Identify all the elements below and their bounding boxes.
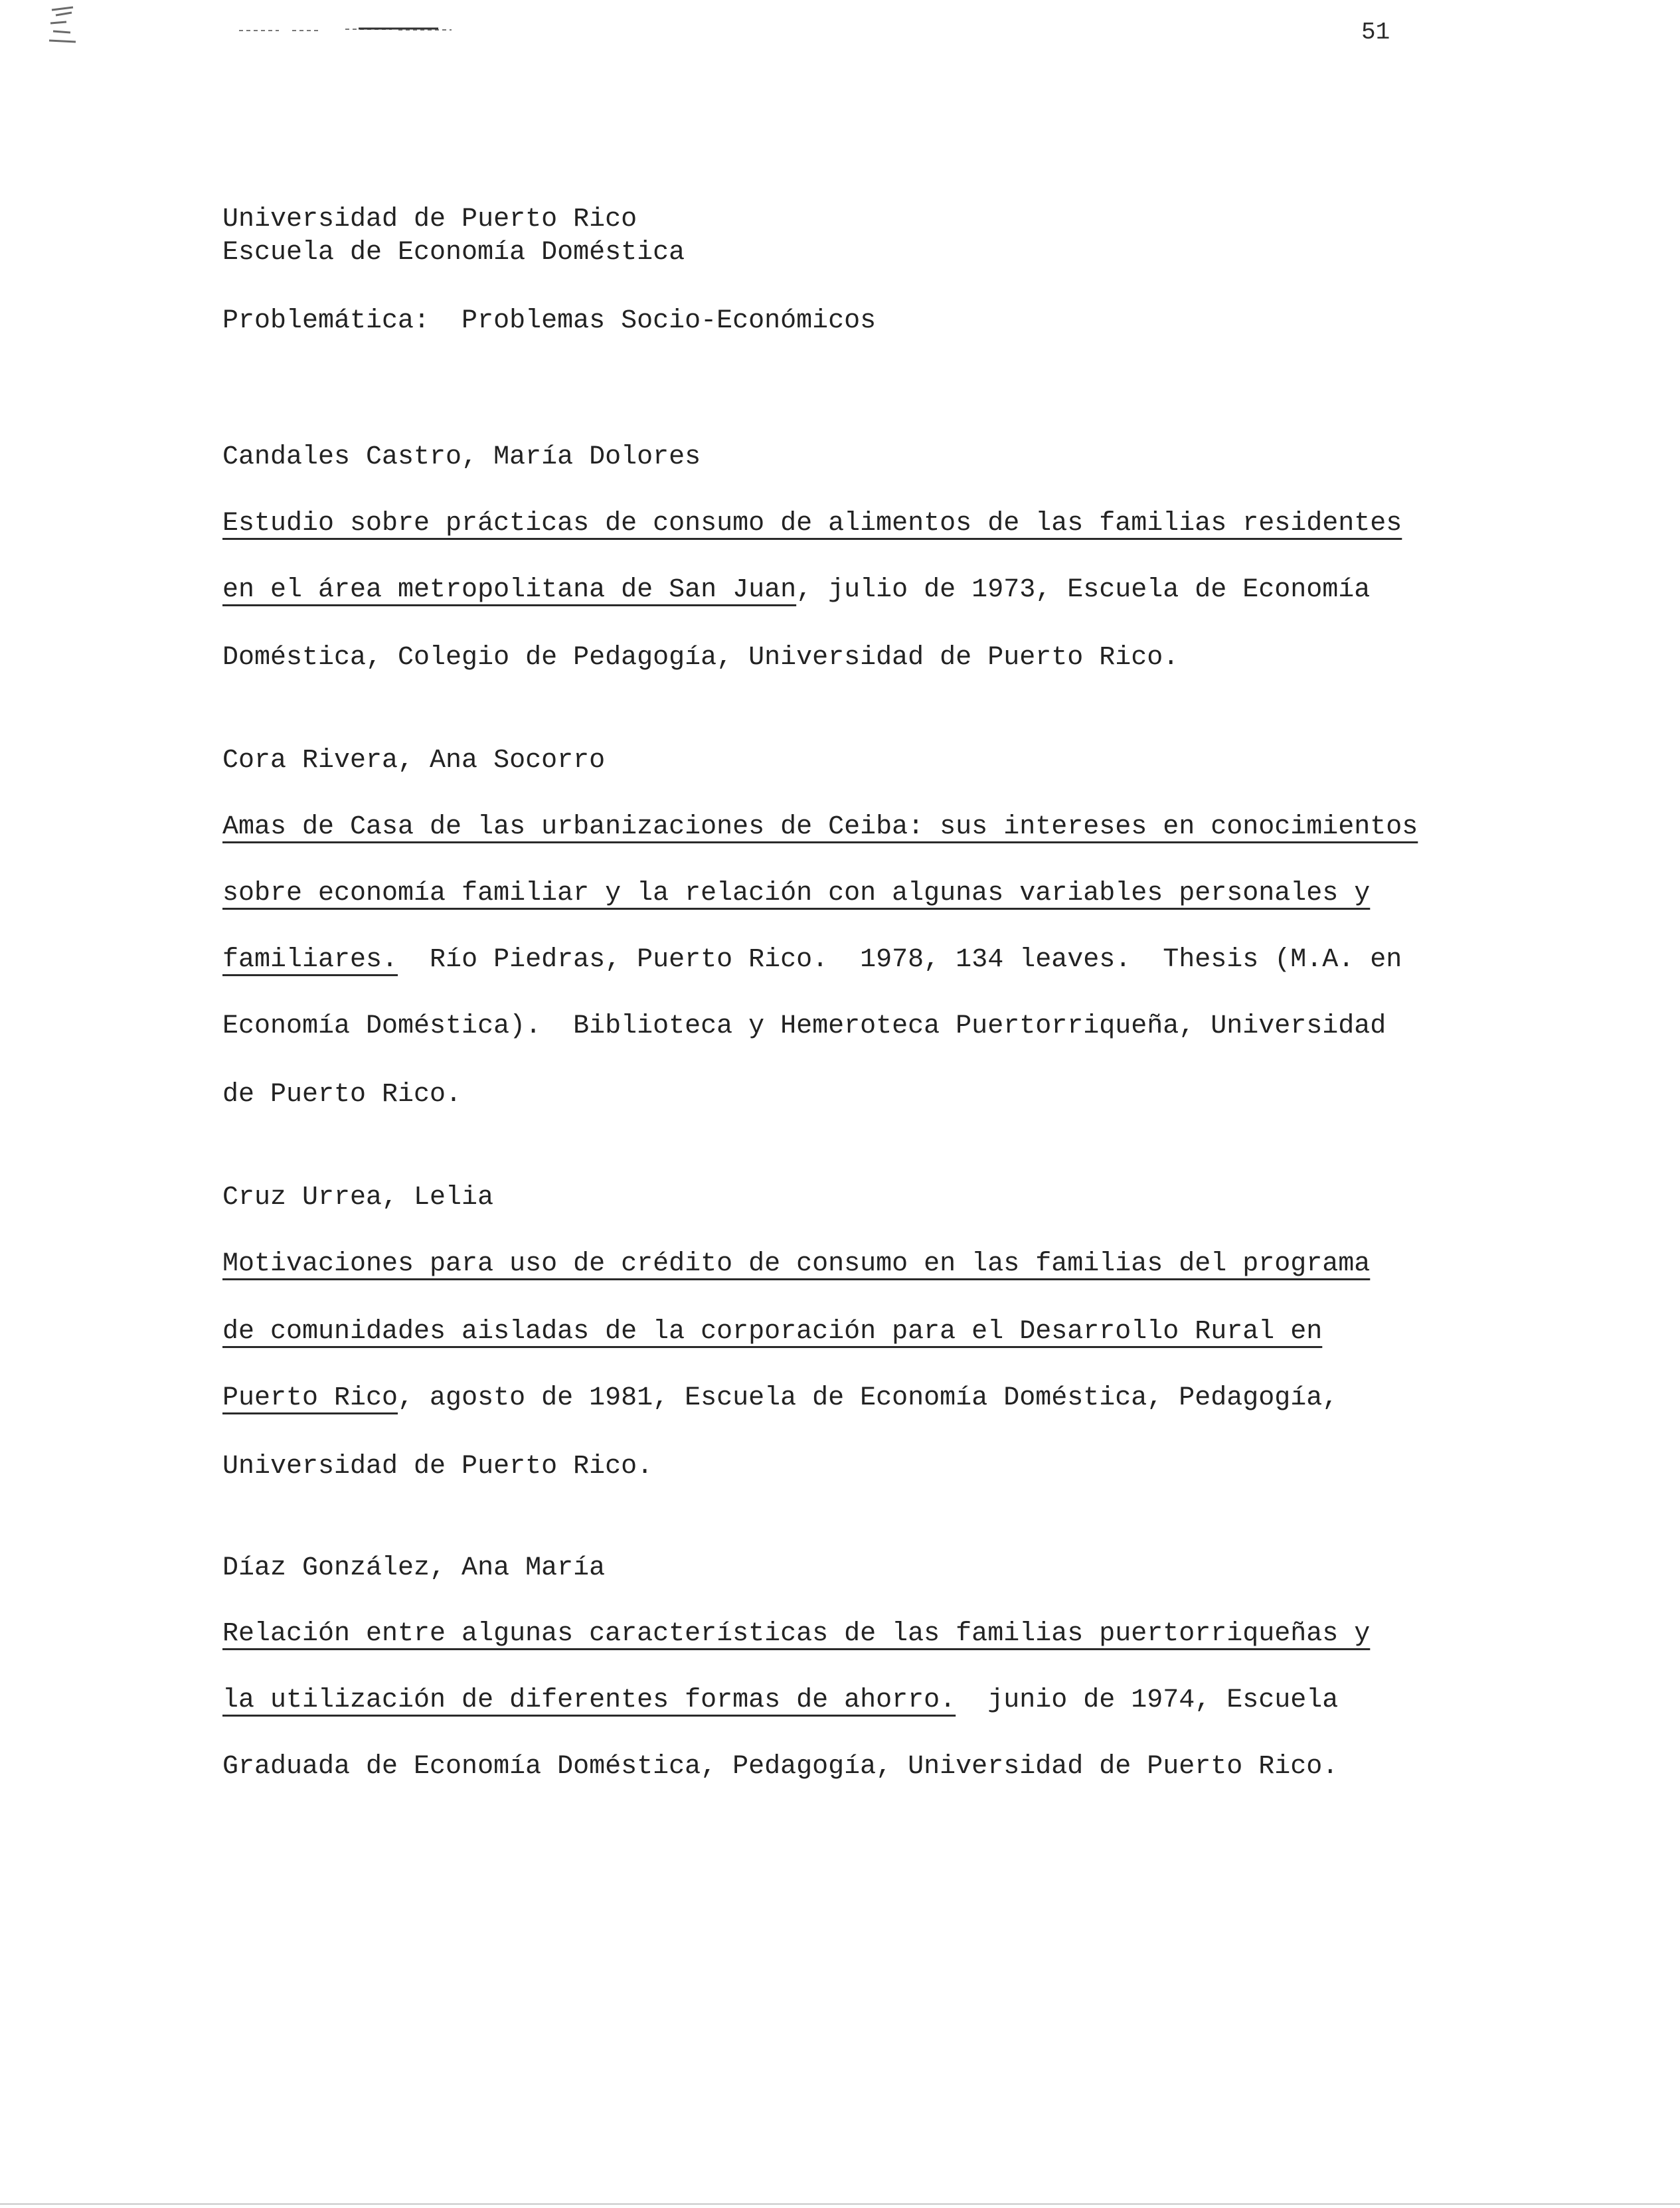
entry-text: Graduada de Economía Doméstica, Pedagogía, Universidad de Puerto Rico. bbox=[222, 1752, 1339, 1782]
page-number: 51 bbox=[1361, 19, 1390, 46]
entry-title-text: Amas de Casa de las urbanizaciones de Ceiba: sus intereses en conocimientos bbox=[222, 812, 1418, 842]
entry-line bbox=[222, 1451, 653, 1483]
entry-text: Doméstica, Colegio de Pedagogía, Universidad de Puerto Rico. bbox=[222, 643, 1179, 673]
entry-line bbox=[222, 1751, 1338, 1783]
entry-line bbox=[222, 1383, 1338, 1414]
entry-line bbox=[222, 508, 1402, 540]
entry-title-text: de comunidades aisladas de la corporación para el Desarrollo Rural en bbox=[222, 1317, 1323, 1347]
scan-artifact-line bbox=[239, 25, 465, 33]
entry-author: Cora Rivera, Ana Socorro bbox=[222, 746, 606, 776]
entry-title-text: Estudio sobre prácticas de consumo de alimentos de las familias residentes bbox=[222, 509, 1402, 539]
entry-line bbox=[222, 1685, 1338, 1717]
entry-line bbox=[222, 574, 1370, 606]
page-bottom-edge bbox=[0, 2203, 1680, 2205]
header-topic: Problemática: Problemas Socio-Económicos bbox=[222, 306, 877, 336]
entry-author: Candales Castro, María Dolores bbox=[222, 442, 701, 472]
entry-line bbox=[222, 1618, 1370, 1650]
entry-author: Cruz Urrea, Lelia bbox=[222, 1183, 494, 1213]
entry-line bbox=[222, 642, 1179, 674]
entry-author: Díaz González, Ana María bbox=[222, 1553, 606, 1583]
entry-line bbox=[222, 1248, 1370, 1280]
entry-line bbox=[222, 944, 1402, 976]
scan-artifact-mark bbox=[46, 3, 93, 50]
entry-title-text: la utilización de diferentes formas de ahorro. bbox=[222, 1685, 956, 1715]
entry-title-text: Motivaciones para uso de crédito de consumo en las familias del programa bbox=[222, 1249, 1371, 1279]
entry-title-text: en el área metropolitana de San Juan bbox=[222, 575, 797, 605]
entry-text: , julio de 1973, Escuela de Economía bbox=[796, 575, 1371, 605]
entry-title-text: familiares. bbox=[222, 945, 398, 975]
entry-text: Universidad de Puerto Rico. bbox=[222, 1452, 653, 1482]
entry-line bbox=[222, 1079, 462, 1111]
entry-line bbox=[222, 811, 1418, 843]
entry-line bbox=[222, 1316, 1322, 1348]
entry-title-text: sobre economía familiar y la relación con algunas variables personales y bbox=[222, 879, 1371, 908]
entry-title-text: Relación entre algunas características de las familias puertorriqueñas y bbox=[222, 1619, 1371, 1649]
entry-text: Río Piedras, Puerto Rico. 1978, 134 leaves. Thesis (M.A. en bbox=[398, 945, 1402, 975]
entry-line bbox=[222, 878, 1370, 910]
entry-text: , agosto de 1981, Escuela de Economía Doméstica, Pedagogía, bbox=[398, 1383, 1339, 1413]
entry-line bbox=[222, 1011, 1386, 1043]
entry-title-text: Puerto Rico bbox=[222, 1383, 398, 1413]
entry-text: de Puerto Rico. bbox=[222, 1080, 462, 1110]
header-school: Escuela de Economía Doméstica bbox=[222, 238, 685, 268]
entry-text: junio de 1974, Escuela bbox=[956, 1685, 1339, 1715]
header-institution: Universidad de Puerto Rico bbox=[222, 205, 637, 234]
entry-text: Economía Doméstica). Biblioteca y Hemeroteca Puertorriqueña, Universidad bbox=[222, 1011, 1386, 1041]
